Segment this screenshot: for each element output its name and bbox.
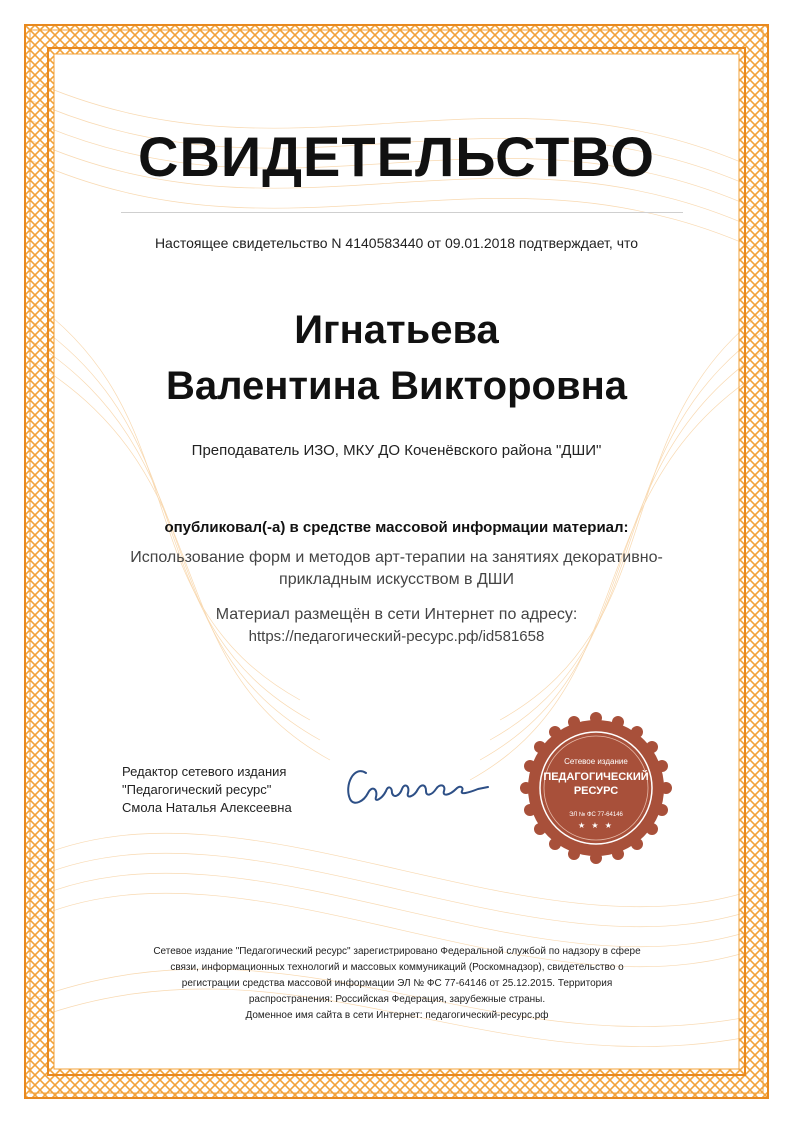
recipient-surname: Игнатьева bbox=[294, 308, 499, 352]
seal-top-text: Сетевое издание bbox=[564, 757, 628, 766]
footer-line: регистрации средства массовой информации ЭЛ № ФС 77-64146 от 25.12.2015. Территория bbox=[181, 978, 613, 989]
editor-block bbox=[122, 763, 292, 817]
recipient-given-names: Валентина Викторовна bbox=[166, 364, 627, 408]
seal-main-line1: ПЕДАГОГИЧЕСКИЙ bbox=[543, 771, 649, 783]
editor-signature bbox=[338, 755, 498, 815]
certificate-intro: Настоящее свидетельство N 4140583440 от 09.01.2018 подтверждает, что bbox=[154, 235, 639, 251]
material-url[interactable]: https://педагогический-ресурс.рф/id581658 bbox=[248, 628, 545, 645]
material-title: Использование форм и методов арт-терапии на занятиях декоративно-прикладным искусством в ДШИ bbox=[130, 549, 663, 588]
editor-name: Смола Наталья Алексеевна bbox=[122, 800, 292, 815]
footer-line: Сетевое издание "Педагогический ресурс" зарегистрировано Федеральной службой по надзору в сфере bbox=[153, 946, 641, 957]
recipient-position: Преподаватель ИЗО, МКУ ДО Коченёвского района "ДШИ" bbox=[191, 442, 602, 459]
seal-main-line2: РЕСУРС bbox=[573, 785, 619, 797]
title-divider bbox=[121, 212, 683, 213]
seal-stars-icon: ★ ★ ★ bbox=[578, 821, 614, 830]
placed-text: Материал размещён в сети Интернет по адресу: bbox=[215, 606, 578, 623]
editor-role: Редактор сетевого издания bbox=[122, 764, 287, 779]
seal-main-text bbox=[520, 770, 672, 798]
footer-line: связи, информационных технологий и массовых коммуникаций (Роскомнадзор), свидетельство о bbox=[170, 962, 624, 973]
footer-line: распространения: Российская Федерация, зарубежные страны. bbox=[248, 994, 546, 1005]
editor-publication: "Педагогический ресурс" bbox=[122, 782, 272, 797]
registration-footer bbox=[112, 944, 682, 1024]
footer-line: Доменное имя сайта в сети Интернет: педагогический-ресурс.рф bbox=[245, 1010, 549, 1021]
seal-registration: ЭЛ № ФС 77-64146 bbox=[569, 812, 623, 818]
certificate-title: СВИДЕТЕЛЬСТВО bbox=[138, 125, 655, 188]
published-label: опубликовал(-а) в средстве массовой информации материал: bbox=[164, 519, 629, 536]
publication-seal bbox=[520, 712, 672, 864]
